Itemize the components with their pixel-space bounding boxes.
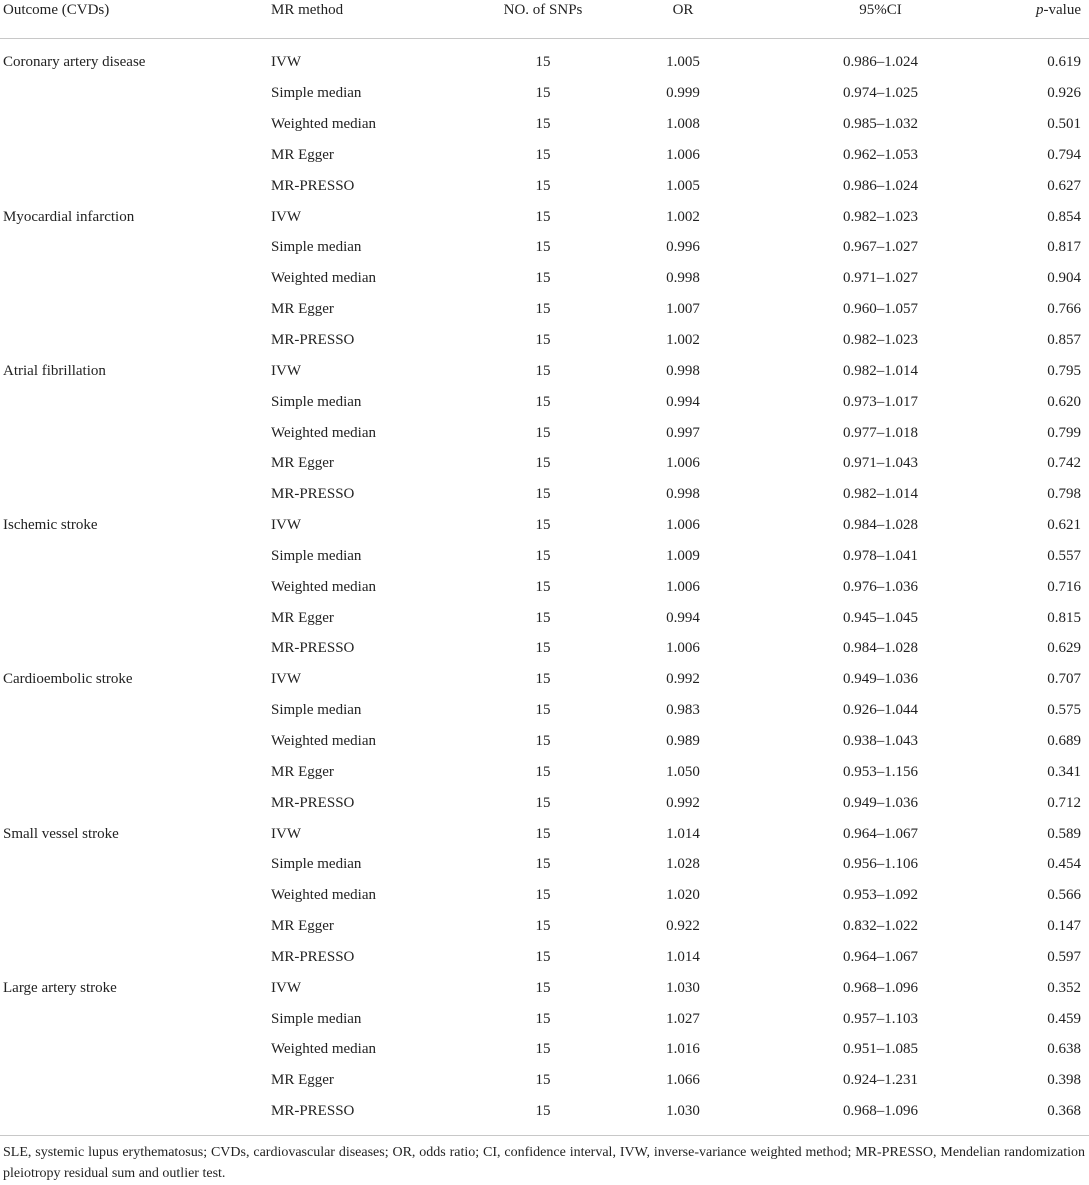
snps-cell: 15 bbox=[535, 301, 551, 318]
table-row bbox=[0, 140, 1089, 171]
table-row bbox=[0, 417, 1089, 448]
method-cell: IVW bbox=[271, 979, 301, 996]
or-cell: 1.002 bbox=[666, 332, 700, 349]
ci-cell: 0.964–1.067 bbox=[843, 948, 918, 965]
p-value-cell: 0.368 bbox=[1047, 1103, 1081, 1120]
or-cell: 0.994 bbox=[666, 609, 700, 626]
table-row bbox=[0, 1003, 1089, 1034]
method-cell: IVW bbox=[271, 362, 301, 379]
table-row bbox=[0, 78, 1089, 109]
p-value-cell: 0.619 bbox=[1047, 54, 1081, 71]
ci-cell: 0.984–1.028 bbox=[843, 640, 918, 657]
outcome-cell bbox=[0, 263, 271, 294]
snps-cell: 15 bbox=[535, 116, 551, 133]
or-cell: 1.006 bbox=[666, 578, 700, 595]
p-value-cell: 0.629 bbox=[1047, 640, 1081, 657]
ci-cell: 0.949–1.036 bbox=[843, 671, 918, 688]
table-row bbox=[0, 664, 1089, 695]
snps-cell: 15 bbox=[535, 702, 551, 719]
or-cell: 1.016 bbox=[666, 1041, 700, 1058]
or-cell: 1.007 bbox=[666, 301, 700, 318]
p-value-cell: 0.815 bbox=[1047, 609, 1081, 626]
outcome-cell: Cardioembolic stroke bbox=[3, 671, 133, 688]
ci-cell: 0.982–1.023 bbox=[843, 208, 918, 225]
or-cell: 0.997 bbox=[666, 424, 700, 441]
header-p-rest: -value bbox=[1043, 2, 1081, 18]
ci-cell: 0.982–1.023 bbox=[843, 332, 918, 349]
or-cell: 1.008 bbox=[666, 116, 700, 133]
outcome-cell bbox=[0, 232, 271, 263]
table-row bbox=[0, 355, 1089, 386]
outcome-cell bbox=[0, 479, 271, 510]
snps-cell: 15 bbox=[535, 887, 551, 904]
table-row bbox=[0, 170, 1089, 201]
method-cell: MR Egger bbox=[271, 146, 334, 163]
method-cell: Simple median bbox=[271, 239, 362, 256]
snps-cell: 15 bbox=[535, 1072, 551, 1089]
ci-cell: 0.971–1.027 bbox=[843, 270, 918, 287]
ci-cell: 0.832–1.022 bbox=[843, 918, 918, 935]
or-cell: 1.014 bbox=[666, 825, 700, 842]
ci-cell: 0.964–1.067 bbox=[843, 825, 918, 842]
p-value-cell: 0.716 bbox=[1047, 578, 1081, 595]
outcome-cell bbox=[0, 849, 271, 880]
snps-cell: 15 bbox=[535, 208, 551, 225]
method-cell: MR Egger bbox=[271, 609, 334, 626]
p-value-cell: 0.799 bbox=[1047, 424, 1081, 441]
or-cell: 1.027 bbox=[666, 1010, 700, 1027]
table-row bbox=[0, 941, 1089, 972]
ci-cell: 0.976–1.036 bbox=[843, 578, 918, 595]
method-cell: MR-PRESSO bbox=[271, 794, 355, 811]
outcome-cell bbox=[0, 1065, 271, 1096]
snps-cell: 15 bbox=[535, 1010, 551, 1027]
ci-cell: 0.982–1.014 bbox=[843, 486, 918, 503]
table-row bbox=[0, 1096, 1089, 1127]
p-value-cell: 0.341 bbox=[1047, 763, 1081, 780]
ci-cell: 0.957–1.103 bbox=[843, 1010, 918, 1027]
p-value-cell: 0.707 bbox=[1047, 671, 1081, 688]
table-row bbox=[0, 448, 1089, 479]
snps-cell: 15 bbox=[535, 948, 551, 965]
p-value-cell: 0.712 bbox=[1047, 794, 1081, 811]
snps-cell: 15 bbox=[535, 547, 551, 564]
p-value-cell: 0.557 bbox=[1047, 547, 1081, 564]
header-p-value bbox=[978, 0, 1089, 39]
or-cell: 0.992 bbox=[666, 671, 700, 688]
snps-cell: 15 bbox=[535, 1041, 551, 1058]
p-value-cell: 0.597 bbox=[1047, 948, 1081, 965]
or-cell: 0.999 bbox=[666, 85, 700, 102]
table-row bbox=[0, 263, 1089, 294]
snps-cell: 15 bbox=[535, 1103, 551, 1120]
ci-cell: 0.985–1.032 bbox=[843, 116, 918, 133]
snps-cell: 15 bbox=[535, 794, 551, 811]
p-value-cell: 0.621 bbox=[1047, 517, 1081, 534]
outcome-cell bbox=[0, 880, 271, 911]
or-cell: 1.002 bbox=[666, 208, 700, 225]
p-value-cell: 0.854 bbox=[1047, 208, 1081, 225]
snps-cell: 15 bbox=[535, 671, 551, 688]
table-row bbox=[0, 201, 1089, 232]
p-value-cell: 0.795 bbox=[1047, 362, 1081, 379]
p-value-cell: 0.501 bbox=[1047, 116, 1081, 133]
or-cell: 1.009 bbox=[666, 547, 700, 564]
table-row bbox=[0, 294, 1089, 325]
ci-cell: 0.986–1.024 bbox=[843, 54, 918, 71]
ci-cell: 0.977–1.018 bbox=[843, 424, 918, 441]
or-cell: 0.983 bbox=[666, 702, 700, 719]
or-cell: 0.994 bbox=[666, 393, 700, 410]
or-cell: 1.030 bbox=[666, 979, 700, 996]
ci-cell: 0.968–1.096 bbox=[843, 1103, 918, 1120]
ci-cell: 0.971–1.043 bbox=[843, 455, 918, 472]
or-cell: 0.992 bbox=[666, 794, 700, 811]
p-value-cell: 0.689 bbox=[1047, 732, 1081, 749]
outcome-cell bbox=[0, 756, 271, 787]
method-cell: IVW bbox=[271, 54, 301, 71]
table-row bbox=[0, 911, 1089, 942]
outcome-cell bbox=[0, 633, 271, 664]
header-or: OR bbox=[672, 2, 694, 18]
table-body bbox=[0, 39, 1089, 1127]
outcome-cell bbox=[0, 1034, 271, 1065]
snps-cell: 15 bbox=[535, 332, 551, 349]
method-cell: Simple median bbox=[271, 393, 362, 410]
outcome-cell bbox=[0, 571, 271, 602]
outcome-cell bbox=[0, 941, 271, 972]
or-cell: 1.005 bbox=[666, 177, 700, 194]
method-cell: IVW bbox=[271, 671, 301, 688]
header-method: MR method bbox=[271, 2, 344, 18]
snps-cell: 15 bbox=[535, 640, 551, 657]
or-cell: 1.006 bbox=[666, 146, 700, 163]
snps-cell: 15 bbox=[535, 609, 551, 626]
p-value-cell: 0.566 bbox=[1047, 887, 1081, 904]
header-p-italic: p bbox=[1036, 2, 1044, 18]
ci-cell: 0.968–1.096 bbox=[843, 979, 918, 996]
outcome-cell bbox=[0, 695, 271, 726]
method-cell: MR-PRESSO bbox=[271, 332, 355, 349]
snps-cell: 15 bbox=[535, 146, 551, 163]
or-cell: 1.050 bbox=[666, 763, 700, 780]
table-header-row bbox=[0, 0, 1089, 39]
snps-cell: 15 bbox=[535, 270, 551, 287]
table-row bbox=[0, 756, 1089, 787]
or-cell: 0.996 bbox=[666, 239, 700, 256]
method-cell: MR Egger bbox=[271, 301, 334, 318]
or-cell: 1.006 bbox=[666, 517, 700, 534]
outcome-cell: Coronary artery disease bbox=[3, 54, 146, 71]
or-cell: 0.922 bbox=[666, 918, 700, 935]
method-cell: MR-PRESSO bbox=[271, 1103, 355, 1120]
snps-cell: 15 bbox=[535, 517, 551, 534]
table-row bbox=[0, 787, 1089, 818]
p-value-cell: 0.904 bbox=[1047, 270, 1081, 287]
p-value-cell: 0.575 bbox=[1047, 702, 1081, 719]
ci-cell: 0.973–1.017 bbox=[843, 393, 918, 410]
table-row bbox=[0, 818, 1089, 849]
ci-cell: 0.974–1.025 bbox=[843, 85, 918, 102]
p-value-cell: 0.926 bbox=[1047, 85, 1081, 102]
table-row bbox=[0, 849, 1089, 880]
method-cell: Weighted median bbox=[271, 887, 377, 904]
snps-cell: 15 bbox=[535, 424, 551, 441]
method-cell: Simple median bbox=[271, 85, 362, 102]
ci-cell: 0.956–1.106 bbox=[843, 856, 918, 873]
or-cell: 0.989 bbox=[666, 732, 700, 749]
or-cell: 1.005 bbox=[666, 54, 700, 71]
method-cell: Weighted median bbox=[271, 116, 377, 133]
or-cell: 1.028 bbox=[666, 856, 700, 873]
snps-cell: 15 bbox=[535, 856, 551, 873]
table-row bbox=[0, 571, 1089, 602]
header-outcome: Outcome (CVDs) bbox=[3, 2, 110, 18]
header-ci: 95%CI bbox=[859, 2, 902, 18]
or-cell: 1.030 bbox=[666, 1103, 700, 1120]
p-value-cell: 0.627 bbox=[1047, 177, 1081, 194]
header-spacer bbox=[0, 39, 1089, 48]
outcome-cell bbox=[0, 325, 271, 356]
or-cell: 0.998 bbox=[666, 486, 700, 503]
ci-cell: 0.960–1.057 bbox=[843, 301, 918, 318]
p-value-cell: 0.589 bbox=[1047, 825, 1081, 842]
outcome-cell bbox=[0, 1003, 271, 1034]
snps-cell: 15 bbox=[535, 918, 551, 935]
method-cell: Weighted median bbox=[271, 270, 377, 287]
p-value-cell: 0.638 bbox=[1047, 1041, 1081, 1058]
snps-cell: 15 bbox=[535, 979, 551, 996]
method-cell: IVW bbox=[271, 208, 301, 225]
ci-cell: 0.951–1.085 bbox=[843, 1041, 918, 1058]
outcome-cell bbox=[0, 109, 271, 140]
ci-cell: 0.945–1.045 bbox=[843, 609, 918, 626]
outcome-cell bbox=[0, 417, 271, 448]
or-cell: 1.066 bbox=[666, 1072, 700, 1089]
ci-cell: 0.982–1.014 bbox=[843, 362, 918, 379]
method-cell: MR Egger bbox=[271, 1072, 334, 1089]
outcome-cell: Atrial fibrillation bbox=[3, 362, 106, 379]
snps-cell: 15 bbox=[535, 455, 551, 472]
table-row bbox=[0, 510, 1089, 541]
table-row bbox=[0, 602, 1089, 633]
table-row bbox=[0, 479, 1089, 510]
table-row bbox=[0, 726, 1089, 757]
table-row bbox=[0, 541, 1089, 572]
outcome-cell bbox=[0, 170, 271, 201]
snps-cell: 15 bbox=[535, 362, 551, 379]
outcome-cell: Myocardial infarction bbox=[3, 208, 135, 225]
header-snps: NO. of SNPs bbox=[503, 2, 583, 18]
ci-cell: 0.984–1.028 bbox=[843, 517, 918, 534]
spacer-cell bbox=[0, 39, 1089, 48]
method-cell: Weighted median bbox=[271, 1041, 377, 1058]
ci-cell: 0.978–1.041 bbox=[843, 547, 918, 564]
snps-cell: 15 bbox=[535, 54, 551, 71]
or-cell: 1.006 bbox=[666, 640, 700, 657]
ci-cell: 0.924–1.231 bbox=[843, 1072, 918, 1089]
ci-cell: 0.953–1.156 bbox=[843, 763, 918, 780]
table-footnote: SLE, systemic lupus erythematosus; CVDs, cardiovascular diseases; OR, odds ratio; CI, confidence interval, IVW, inverse-variance weighted method; MR-PRESSO, Mendelian randomization pleiotropy residual sum and outlier test. bbox=[3, 1145, 1085, 1181]
snps-cell: 15 bbox=[535, 825, 551, 842]
outcome-cell: Small vessel stroke bbox=[3, 825, 119, 842]
outcome-cell bbox=[0, 1096, 271, 1127]
p-value-cell: 0.794 bbox=[1047, 146, 1081, 163]
or-cell: 0.998 bbox=[666, 362, 700, 379]
outcome-cell bbox=[0, 602, 271, 633]
outcome-cell bbox=[0, 448, 271, 479]
method-cell: Simple median bbox=[271, 702, 362, 719]
ci-cell: 0.938–1.043 bbox=[843, 732, 918, 749]
or-cell: 0.998 bbox=[666, 270, 700, 287]
method-cell: MR-PRESSO bbox=[271, 177, 355, 194]
or-cell: 1.014 bbox=[666, 948, 700, 965]
method-cell: IVW bbox=[271, 825, 301, 842]
snps-cell: 15 bbox=[535, 732, 551, 749]
p-value-cell: 0.147 bbox=[1047, 918, 1081, 935]
snps-cell: 15 bbox=[535, 763, 551, 780]
ci-cell: 0.986–1.024 bbox=[843, 177, 918, 194]
snps-cell: 15 bbox=[535, 486, 551, 503]
p-value-cell: 0.798 bbox=[1047, 486, 1081, 503]
snps-cell: 15 bbox=[535, 177, 551, 194]
ci-cell: 0.962–1.053 bbox=[843, 146, 918, 163]
table-row bbox=[0, 232, 1089, 263]
method-cell: MR Egger bbox=[271, 455, 334, 472]
snps-cell: 15 bbox=[535, 85, 551, 102]
table-row bbox=[0, 880, 1089, 911]
outcome-cell: Ischemic stroke bbox=[3, 517, 98, 534]
ci-cell: 0.953–1.092 bbox=[843, 887, 918, 904]
method-cell: MR Egger bbox=[271, 918, 334, 935]
method-cell: IVW bbox=[271, 517, 301, 534]
p-value-cell: 0.454 bbox=[1047, 856, 1081, 873]
snps-cell: 15 bbox=[535, 239, 551, 256]
table-row bbox=[0, 1034, 1089, 1065]
ci-cell: 0.926–1.044 bbox=[843, 702, 918, 719]
outcome-cell bbox=[0, 294, 271, 325]
p-value-cell: 0.398 bbox=[1047, 1072, 1081, 1089]
or-cell: 1.006 bbox=[666, 455, 700, 472]
p-value-cell: 0.459 bbox=[1047, 1010, 1081, 1027]
method-cell: Simple median bbox=[271, 1010, 362, 1027]
p-value-cell: 0.352 bbox=[1047, 979, 1081, 996]
ci-cell: 0.949–1.036 bbox=[843, 794, 918, 811]
table-row bbox=[0, 695, 1089, 726]
outcome-cell bbox=[0, 726, 271, 757]
outcome-cell bbox=[0, 78, 271, 109]
outcome-cell bbox=[0, 787, 271, 818]
table-row bbox=[0, 47, 1089, 78]
snps-cell: 15 bbox=[535, 393, 551, 410]
outcome-cell bbox=[0, 140, 271, 171]
p-value-cell: 0.620 bbox=[1047, 393, 1081, 410]
p-value-cell: 0.742 bbox=[1047, 455, 1081, 472]
method-cell: MR-PRESSO bbox=[271, 948, 355, 965]
outcome-cell bbox=[0, 386, 271, 417]
method-cell: Simple median bbox=[271, 547, 362, 564]
method-cell: MR-PRESSO bbox=[271, 486, 355, 503]
p-value-cell: 0.857 bbox=[1047, 332, 1081, 349]
method-cell: Weighted median bbox=[271, 424, 377, 441]
table-row bbox=[0, 325, 1089, 356]
p-value-cell: 0.766 bbox=[1047, 301, 1081, 318]
table-row bbox=[0, 633, 1089, 664]
method-cell: Simple median bbox=[271, 856, 362, 873]
method-cell: Weighted median bbox=[271, 578, 377, 595]
method-cell: MR-PRESSO bbox=[271, 640, 355, 657]
outcome-cell bbox=[0, 541, 271, 572]
ci-cell: 0.967–1.027 bbox=[843, 239, 918, 256]
snps-cell: 15 bbox=[535, 578, 551, 595]
outcome-cell bbox=[0, 911, 271, 942]
or-cell: 1.020 bbox=[666, 887, 700, 904]
table-row bbox=[0, 386, 1089, 417]
table-row bbox=[0, 1065, 1089, 1096]
method-cell: Weighted median bbox=[271, 732, 377, 749]
outcome-cell: Large artery stroke bbox=[3, 979, 117, 996]
table-row bbox=[0, 109, 1089, 140]
method-cell: MR Egger bbox=[271, 763, 334, 780]
table-row bbox=[0, 972, 1089, 1003]
p-value-cell: 0.817 bbox=[1047, 239, 1081, 256]
footnote-divider bbox=[0, 1135, 1089, 1136]
